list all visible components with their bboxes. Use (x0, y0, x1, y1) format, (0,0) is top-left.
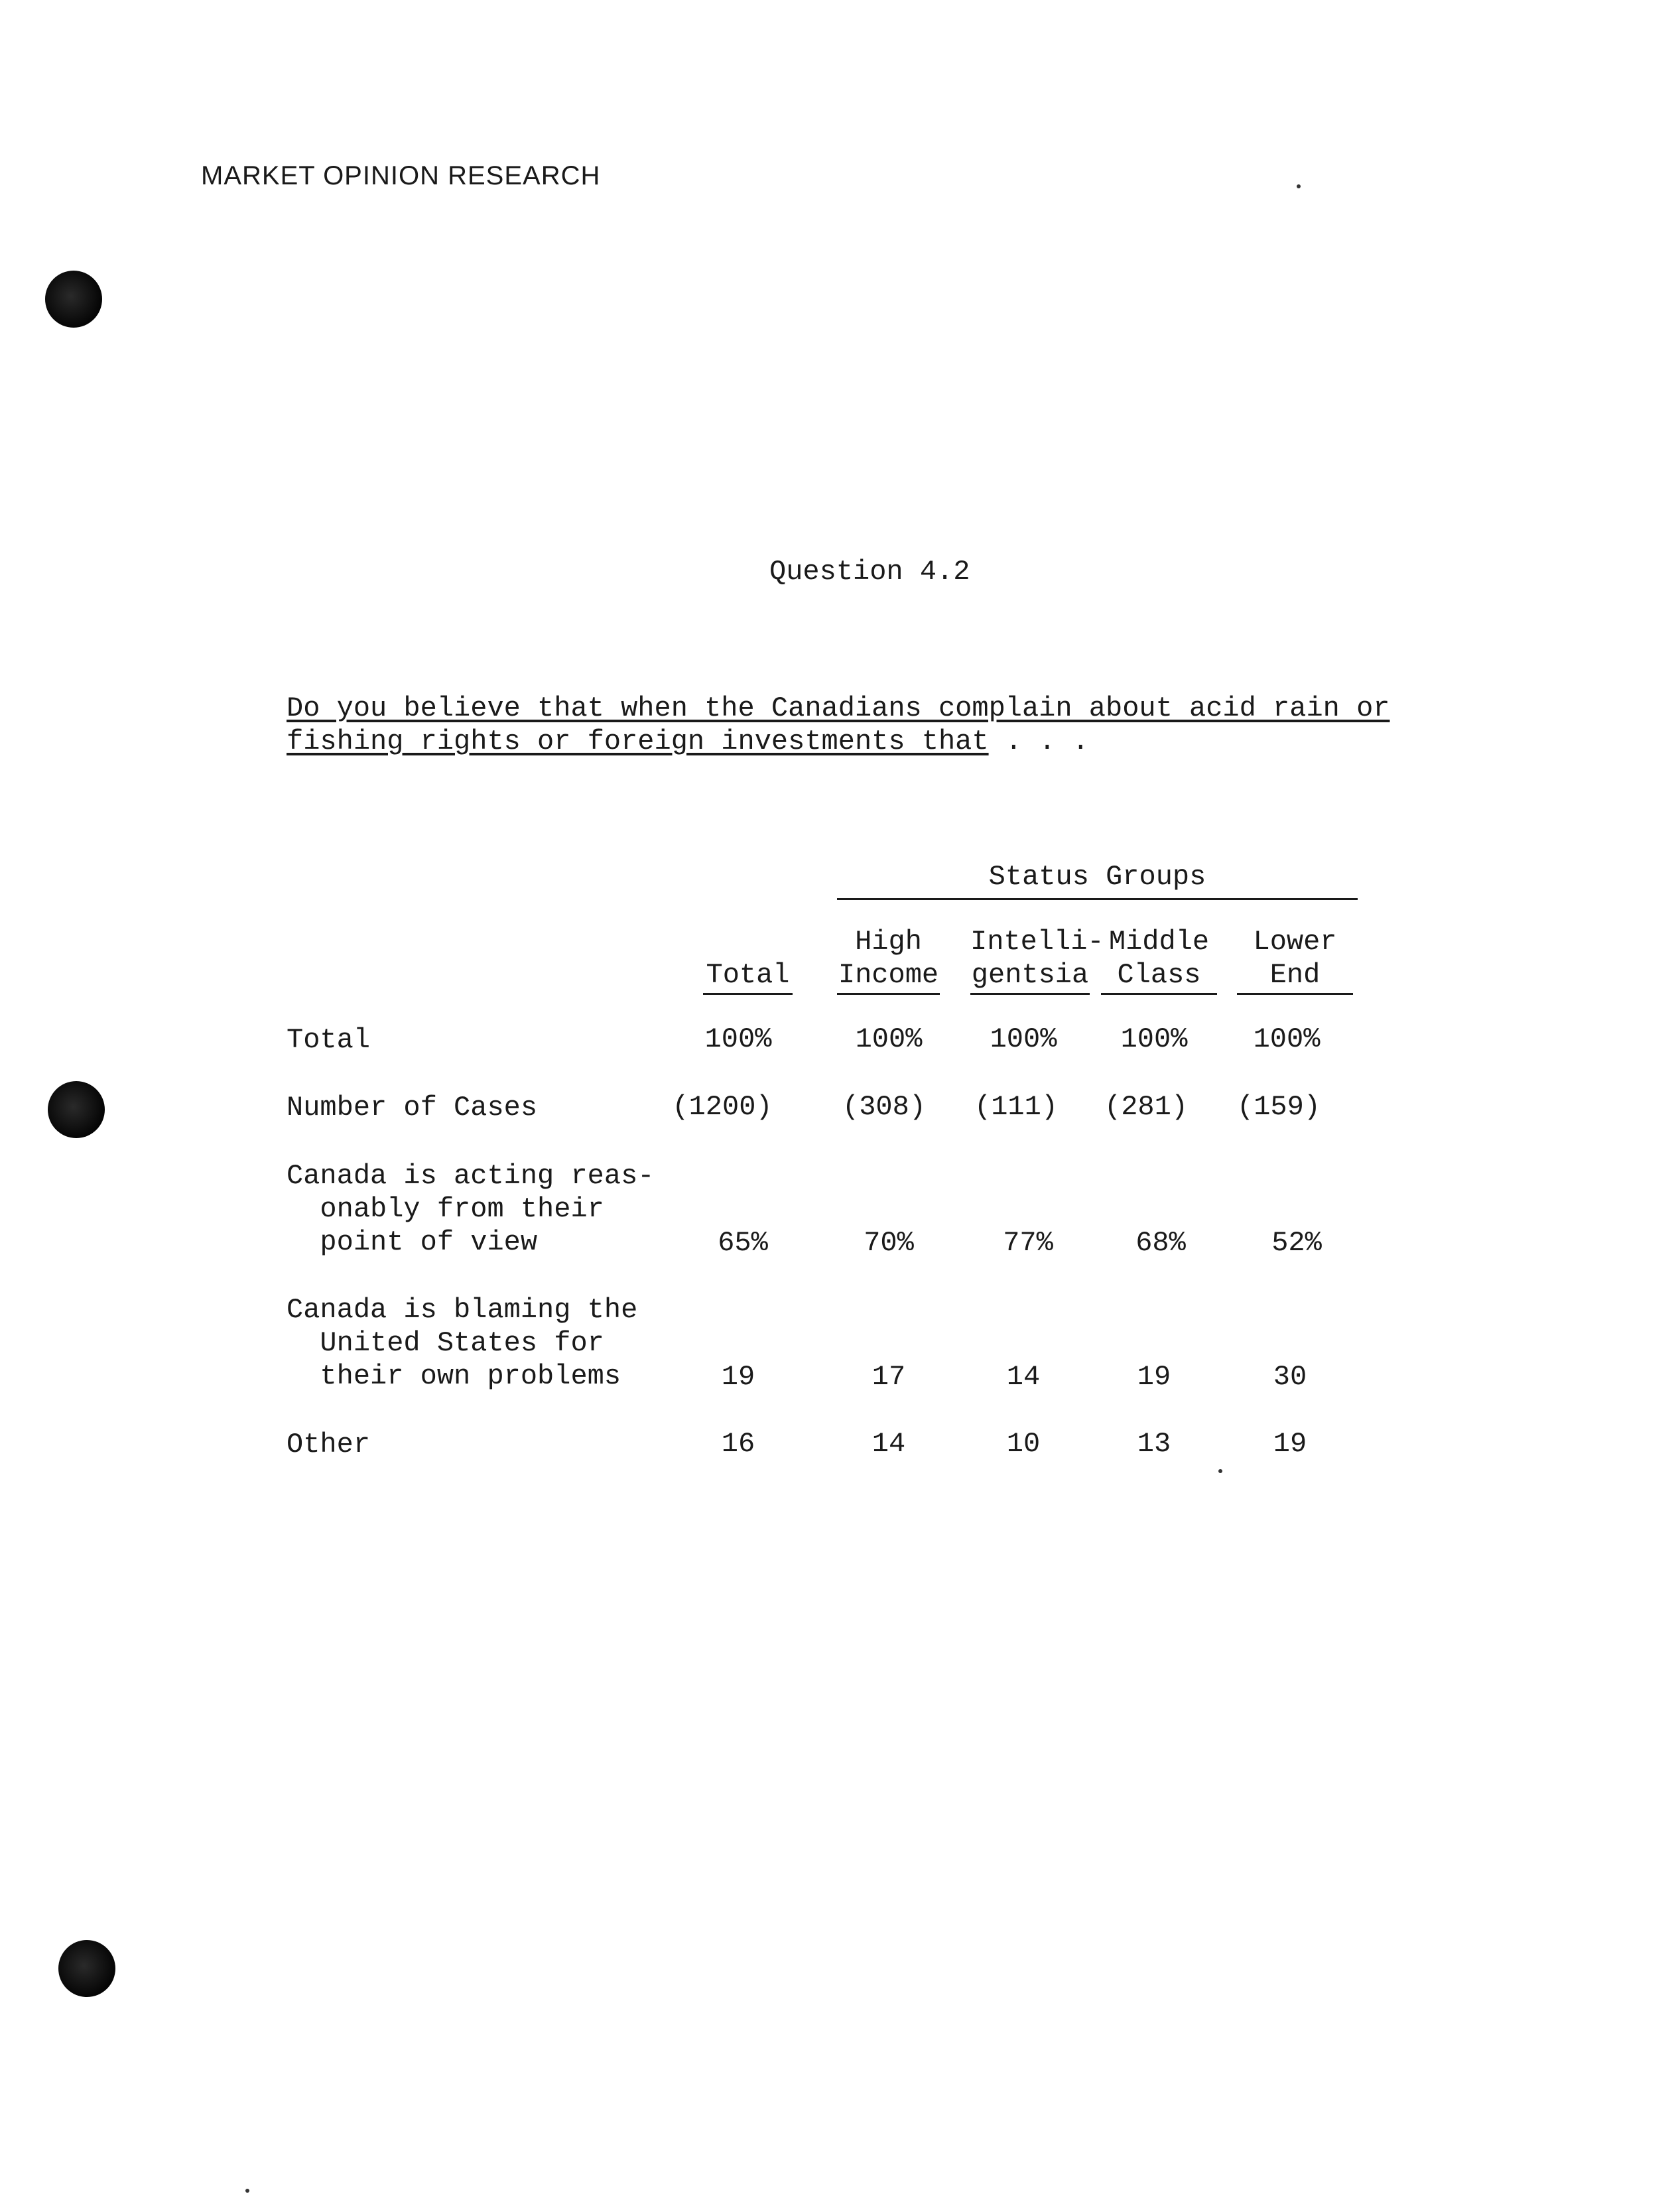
status-groups-header: Status Groups (837, 861, 1358, 900)
row-label-line: point of view (287, 1226, 538, 1258)
column-header-line: End (1269, 959, 1321, 991)
column-header-line (703, 925, 793, 958)
row-label-blaming-us (287, 1293, 637, 1393)
table-cell: 100% (990, 1023, 1057, 1055)
table-cell: 16 (721, 1428, 755, 1460)
table-cell: 52% (1271, 1227, 1322, 1259)
column-header-line: Income (838, 959, 939, 991)
question-text-line-2 (287, 725, 1389, 758)
table-cell: (159) (1236, 1091, 1321, 1123)
row-label-line: Canada is acting reas- (287, 1160, 655, 1192)
row-label-line: Canada is blaming the (287, 1294, 638, 1326)
column-header-line: Intelli- (970, 926, 1104, 958)
table-cell: 77% (1003, 1227, 1053, 1259)
row-label-total (287, 1023, 370, 1057)
scan-speck (1297, 184, 1301, 188)
table-cell: 14 (872, 1428, 906, 1460)
question-title: Question 4.2 (769, 556, 970, 588)
column-header-line: Class (1117, 959, 1201, 991)
table-cell: (308) (842, 1091, 927, 1123)
table-cell: 100% (1253, 1023, 1321, 1055)
column-header-total (703, 925, 793, 995)
scan-speck (245, 2189, 249, 2193)
column-header-line: High (855, 926, 922, 958)
table-cell: 30 (1273, 1361, 1307, 1393)
column-header-intelligentsia (970, 925, 1104, 995)
table-cell: 100% (1120, 1023, 1188, 1055)
row-label-line: their own problems (287, 1360, 621, 1392)
question-text-ellipsis: . . . (988, 726, 1089, 757)
column-header-line: Total (706, 959, 790, 991)
question-text-line-1: Do you believe that when the Canadians complain about acid rain or (287, 692, 1390, 724)
table-cell: (281) (1104, 1091, 1189, 1123)
punch-hole-middle (48, 1081, 105, 1138)
row-label-other (287, 1428, 370, 1461)
question-text-line-2-underlined: fishing rights or foreign investments that (287, 726, 989, 757)
table-cell: 19 (721, 1361, 755, 1393)
table-cell: 65% (718, 1227, 768, 1259)
table-cell: (111) (974, 1091, 1059, 1123)
table-cell: 13 (1137, 1428, 1171, 1460)
table-cell: 17 (872, 1361, 906, 1393)
scan-speck (1218, 1469, 1222, 1473)
column-header-lower-end (1237, 925, 1353, 995)
row-label-number-of-cases (287, 1091, 537, 1124)
question-text (287, 692, 1389, 758)
table-cell: (1200) (672, 1091, 773, 1123)
table-cell: 10 (1006, 1428, 1041, 1460)
table-cell: 100% (855, 1023, 923, 1055)
row-label-line: Number of Cases (287, 1092, 538, 1124)
punch-hole-top (45, 271, 102, 328)
table-cell: 70% (864, 1227, 914, 1259)
column-header-line: Middle (1108, 926, 1210, 958)
punch-hole-bottom (58, 1940, 115, 1997)
row-label-line: onably from their (287, 1193, 604, 1225)
table-cell: 14 (1006, 1361, 1041, 1393)
column-header-high-income (837, 925, 940, 995)
column-header-middle-class (1101, 925, 1217, 995)
table-cell: 19 (1273, 1428, 1307, 1460)
row-label-line: Other (287, 1429, 371, 1460)
table-cell: 68% (1135, 1227, 1186, 1259)
company-header: MARKET OPINION RESEARCH (201, 161, 601, 190)
table-cell: 19 (1137, 1361, 1171, 1393)
column-header-line: Lower (1253, 926, 1337, 958)
column-header-line: gentsia (971, 959, 1089, 991)
row-label-line: United States for (287, 1327, 604, 1359)
table-cell: 100% (704, 1023, 772, 1055)
row-label-line: Total (287, 1024, 371, 1056)
row-label-acting-reasonably (287, 1159, 655, 1259)
